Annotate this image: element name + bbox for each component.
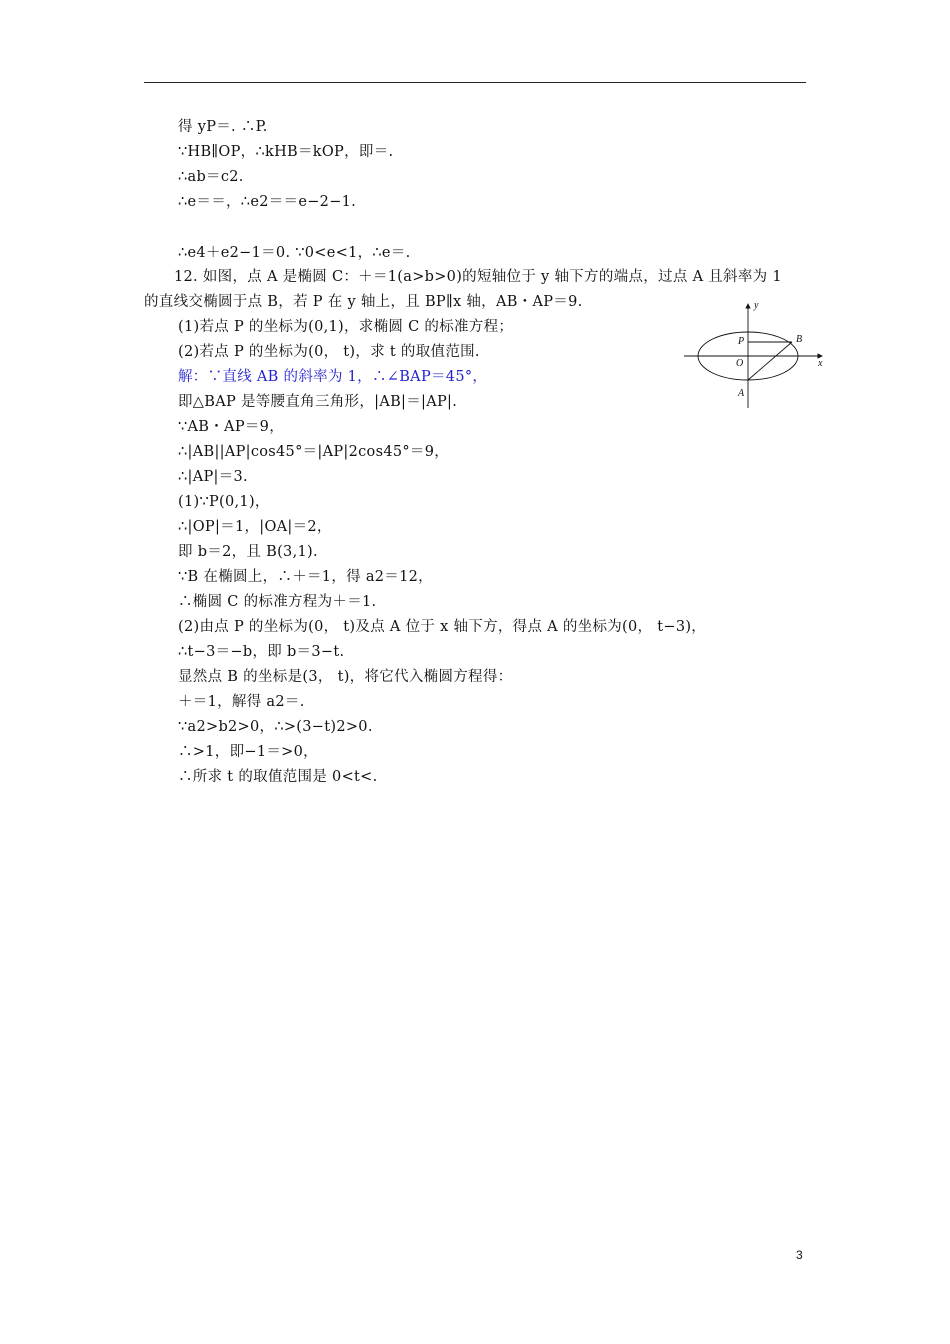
text-line: ∴|OP|＝1，|OA|＝2， bbox=[178, 519, 332, 535]
label-x: x bbox=[818, 358, 823, 369]
label-a: A bbox=[738, 388, 745, 399]
text-line: ∴>1，即−1＝>0， bbox=[178, 744, 318, 760]
text-line: ∴|AP|＝3. bbox=[178, 469, 248, 485]
text-line: (2)由点 P 的坐标为(0， t)及点 A 位于 x 轴下方，得点 A 的坐标为(0， t−3)， bbox=[178, 619, 707, 635]
ellipse-diagram bbox=[680, 300, 828, 412]
text-line: ＋＝1，解得 a2＝. bbox=[178, 694, 305, 710]
problem-statement: 12. 如图，点 A 是椭圆 C：＋＝1(a>b>0)的短轴位于 y 轴下方的端点，过点 A 且斜率为 1 bbox=[174, 269, 782, 285]
page-number: 3 bbox=[796, 1248, 803, 1262]
label-p: P bbox=[738, 336, 745, 347]
text-line: 即△BAP 是等腰直角三角形，|AB|＝|AP|. bbox=[178, 394, 458, 410]
solution-heading: 解：∵直线 AB 的斜率为 1，∴∠BAP＝45°， bbox=[178, 369, 488, 385]
text-line: ∴ab＝c2. bbox=[178, 169, 244, 185]
text-line: ∴t−3＝−b，即 b＝3−t. bbox=[178, 644, 345, 660]
ellipse-figure bbox=[680, 300, 828, 412]
text-line: (1)∵P(0,1)， bbox=[178, 494, 270, 510]
text-line: ∵AB・AP＝9， bbox=[178, 419, 285, 435]
text-line: 的直线交椭圆于点 B，若 P 在 y 轴上，且 BP∥x 轴，AB・AP＝9. bbox=[144, 294, 583, 310]
text-line: ∵B 在椭圆上，∴＋＝1，得 a2＝12， bbox=[178, 569, 433, 585]
text-line: (2)若点 P 的坐标为(0， t)，求 t 的取值范围. bbox=[178, 344, 480, 360]
text-line: 得 yP＝. ∴P. bbox=[178, 119, 268, 135]
header-rule bbox=[144, 82, 806, 83]
text-line: ∴所求 t 的取值范围是 0<t<. bbox=[178, 769, 378, 785]
text-line: ∴|AB||AP|cos45°＝|AP|2cos45°＝9， bbox=[178, 444, 450, 460]
text-line: 显然点 B 的坐标是(3， t)，将它代入椭圆方程得： bbox=[178, 669, 513, 685]
label-b: B bbox=[796, 334, 803, 345]
text-line: 即 b＝2，且 B(3,1). bbox=[178, 544, 318, 560]
text-line: (1)若点 P 的坐标为(0,1)，求椭圆 C 的标准方程； bbox=[178, 319, 514, 335]
text-line: ∴椭圆 C 的标准方程为＋＝1. bbox=[178, 594, 377, 610]
label-y: y bbox=[754, 300, 759, 311]
label-o: O bbox=[736, 358, 744, 369]
text-line: ∴e4＋e2−1＝0. ∵0<e<1，∴e＝. bbox=[178, 245, 411, 261]
text-line: ∵HB∥OP，∴kHB＝kOP，即＝. bbox=[178, 144, 394, 160]
text-line: ∴e＝＝，∴e2＝＝e−2−1. bbox=[178, 194, 357, 210]
segment-ab bbox=[748, 342, 792, 380]
text-line: ∵a2>b2>0，∴>(3−t)2>0. bbox=[178, 719, 373, 735]
